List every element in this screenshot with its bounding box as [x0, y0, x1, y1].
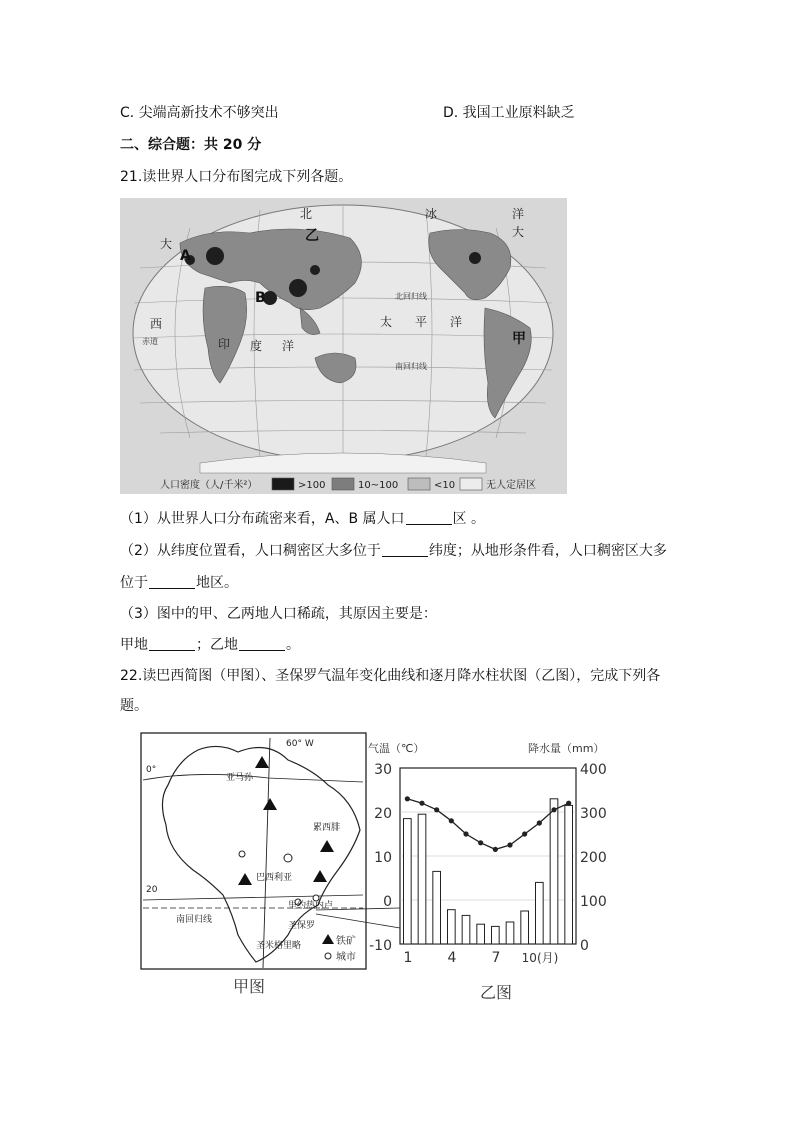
q21-sub1-post: 区 。	[452, 511, 485, 527]
q21-sub3-answers	[120, 636, 300, 654]
legend-title: 人口密度（人/千米²）	[160, 480, 258, 491]
q21-sub3-end: 。	[286, 637, 300, 653]
x-tick-1: 1	[403, 950, 413, 966]
pacific-label-2: 平	[415, 315, 428, 329]
lon-label: 60° W	[286, 739, 314, 749]
right-tick-3: 100	[580, 894, 607, 910]
temp-point-12	[566, 801, 571, 806]
right-tick-4: 0	[580, 938, 589, 954]
answer-blank-4[interactable]	[149, 636, 195, 651]
indian-label-2: 度	[250, 339, 263, 353]
caption-a: 甲图	[233, 977, 266, 996]
precip-bar-3	[433, 871, 441, 944]
brazil-map	[141, 733, 400, 969]
section-title: 二、综合题：共 20 分	[120, 137, 262, 153]
legend-swatch-medium	[332, 478, 354, 490]
temp-point-10	[537, 820, 542, 825]
answer-blank-1[interactable]	[406, 510, 452, 525]
legend-swatch-sparse	[408, 478, 430, 490]
q21-sub1-pre: （1）从世界人口分布疏密来看，A、B 属人口	[120, 511, 405, 527]
world-population-map	[120, 198, 567, 494]
indian-label-3: 洋	[282, 339, 295, 353]
tropic-cancer-label: 北回归线	[395, 292, 427, 301]
temp-point-3	[434, 807, 439, 812]
q22-figure	[138, 730, 607, 1010]
q21-sub3-sep: ；乙地	[196, 637, 238, 653]
amazon-label: 亚马孙	[226, 773, 254, 783]
sao-paulo-label: 圣保罗	[288, 921, 316, 931]
tropic-capricorn-label: 南回归线	[395, 362, 427, 371]
option-c: C. 尖端高新技术不够突出	[120, 105, 279, 121]
q21-sub2-mid: 纬度；从地形条件看，人口稠密区大多	[428, 543, 667, 559]
tropic-label: 南回归线	[176, 915, 213, 925]
arctic-label-2: 冰	[425, 207, 438, 221]
caption-b: 乙图	[480, 983, 513, 1002]
arctic-label-3: 洋	[512, 207, 525, 221]
city-ne-label: 累西腓	[313, 823, 341, 833]
left-tick-3: 0	[383, 894, 392, 910]
precip-bar-1	[404, 819, 412, 944]
left-tick-1: 20	[374, 806, 392, 822]
legend-label-uninhabited: 无人定居区	[486, 480, 536, 491]
pacific-label-3: 洋	[450, 315, 463, 329]
precip-bar-7	[492, 926, 500, 944]
temp-point-8	[507, 842, 512, 847]
label-yi: 乙	[305, 228, 319, 244]
left-tick-4: -10	[369, 938, 392, 954]
q21-sub3-jia: 甲地	[120, 637, 148, 653]
x-tick-4: 4	[447, 950, 457, 966]
q21-sub2-line1	[120, 542, 667, 560]
x-tick-10: 10(月)	[521, 951, 559, 965]
x-tick-7: 7	[491, 950, 501, 966]
precip-bar-12	[565, 805, 573, 944]
label-jia: 甲	[512, 331, 526, 347]
legend-swatch-uninhabited	[460, 478, 482, 490]
world-map-svg	[120, 198, 567, 494]
atlantic-right-label: 大	[512, 225, 525, 239]
temp-point-4	[449, 818, 454, 823]
precip-bar-5	[462, 915, 470, 944]
indian-label-1: 印	[218, 337, 231, 351]
legend-label-medium: 10~100	[358, 480, 399, 491]
arctic-label-1: 北	[300, 207, 313, 221]
right-tick-1: 300	[580, 806, 607, 822]
legend-iron: 铁矿	[336, 936, 356, 947]
precip-bar-9	[521, 911, 529, 944]
lat0-label: 0°	[146, 765, 157, 775]
legend-city: 城市	[336, 952, 356, 963]
left-axis-label: 气温（℃）	[368, 742, 425, 755]
option-d: D. 我国工业原料缺乏	[443, 105, 575, 121]
temperature-line	[407, 799, 568, 850]
precip-bar-2	[418, 814, 426, 944]
equator-label: 赤道	[142, 337, 158, 346]
temp-point-7	[493, 847, 498, 852]
right-tick-0: 400	[580, 762, 607, 778]
rio-label: 里约热内卢	[288, 901, 334, 911]
temp-point-2	[419, 801, 424, 806]
q22-figure-svg	[138, 730, 607, 1010]
q21-sub3-text: （3）图中的甲、乙两地人口稀疏，其原因主要是：	[120, 606, 437, 622]
q21-sub2-line2-post: 地区。	[196, 575, 238, 591]
legend-label-sparse: <10	[434, 480, 456, 491]
precip-bar-11	[550, 799, 558, 944]
pacific-label-1: 太	[380, 315, 393, 329]
precip-bar-8	[506, 922, 514, 944]
precip-bar-10	[536, 882, 544, 944]
right-axis-label: 降水量（mm）	[528, 742, 605, 755]
answer-blank-5[interactable]	[239, 636, 285, 651]
right-tick-2: 200	[580, 850, 607, 866]
temp-point-6	[478, 840, 483, 845]
lat20-label: 20	[146, 885, 158, 895]
q21-sub1	[120, 510, 485, 528]
climate-chart	[368, 741, 607, 966]
map-legend	[120, 474, 567, 494]
atlantic-label-1: 大	[160, 237, 173, 251]
legend-swatch-dense	[272, 478, 294, 490]
atlantic-label-2: 西	[150, 317, 163, 331]
left-tick-2: 10	[374, 850, 392, 866]
left-tick-0: 30	[374, 762, 392, 778]
q21-sub2-line2	[120, 574, 238, 592]
legend-label-dense: >100	[298, 480, 326, 491]
temp-point-5	[463, 831, 468, 836]
temp-point-11	[551, 807, 556, 812]
answer-blank-3[interactable]	[149, 574, 195, 589]
answer-blank-2[interactable]	[382, 542, 428, 557]
brasilia-label: 巴西利亚	[256, 873, 293, 883]
label-b: B	[255, 290, 266, 306]
precip-bar-4	[448, 910, 456, 944]
temp-point-9	[522, 831, 527, 836]
q21-sub2-pre: （2）从纬度位置看，人口稠密区大多位于	[120, 543, 381, 559]
label-a: A	[180, 248, 191, 264]
city-icon	[325, 953, 331, 959]
q22-stem-line2: 题。	[120, 698, 148, 714]
mine-region-label: 圣米格里略	[256, 941, 302, 951]
q22-stem-line1: 22.读巴西简图（甲图）、圣保罗气温年变化曲线和逐月降水柱状图（乙图），完成下列各	[120, 668, 661, 684]
temp-point-1	[405, 796, 410, 801]
q21-stem: 21.读世界人口分布图完成下列各题。	[120, 169, 353, 185]
q21-sub2-line2-pre: 位于	[120, 575, 148, 591]
precip-bar-6	[477, 924, 485, 944]
